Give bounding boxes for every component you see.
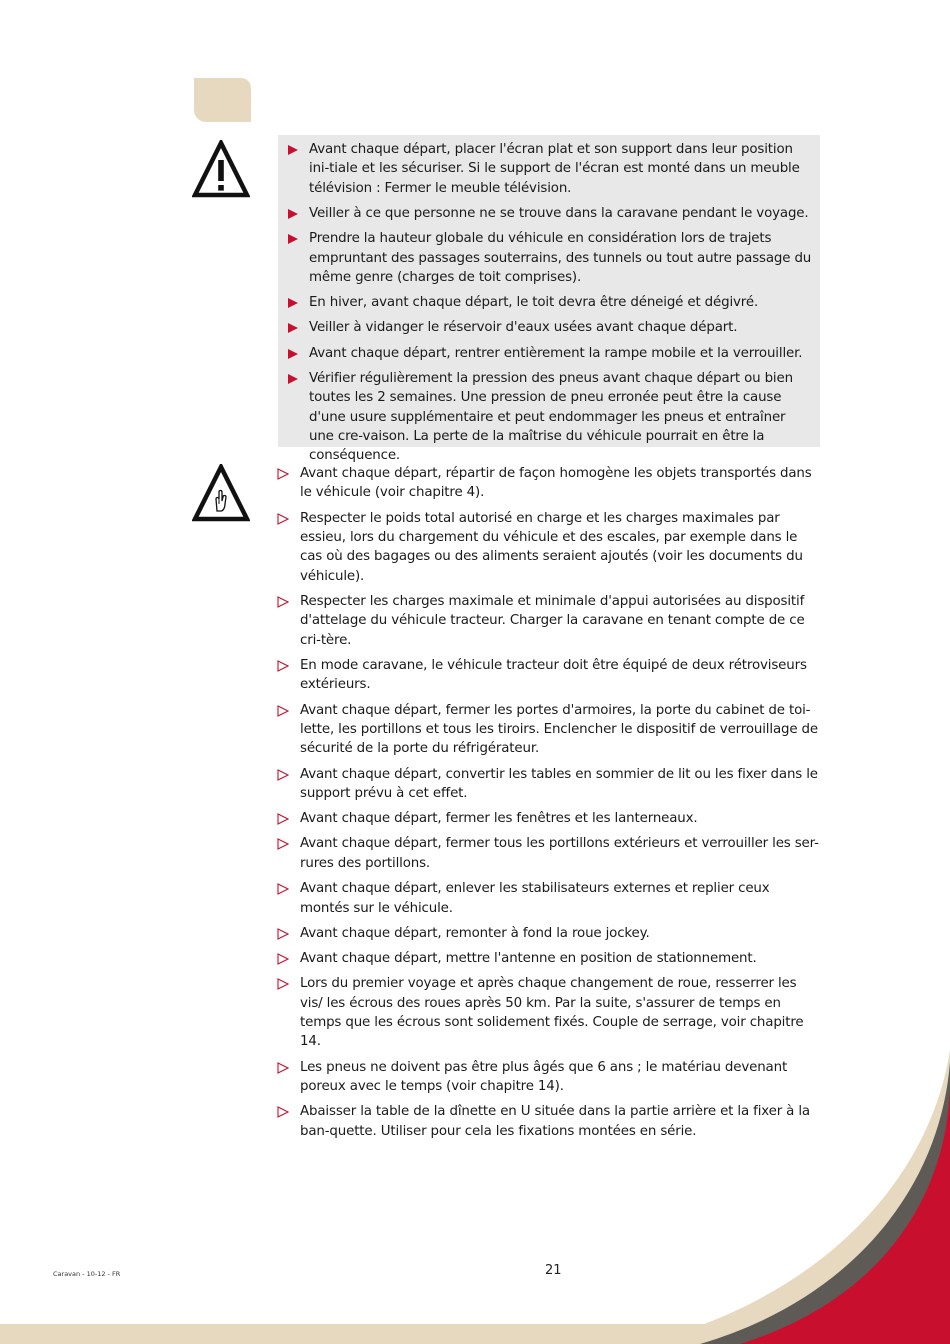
outline-arrow-bullet-icon <box>277 1062 289 1074</box>
outline-arrow-bullet-icon <box>277 468 289 480</box>
list-item <box>277 924 822 943</box>
list-item-text: Prendre la hauteur globale du véhicule en considération lors de trajets empruntant des passages souterrains, des tunnels ou tout autre passage du même genre (charges de toit comprises). <box>309 231 812 286</box>
outline-arrow-bullet-icon <box>277 838 289 850</box>
list-item-text: Avant chaque départ, enlever les stabilisateurs externes et replier ceux montés sur le véhicule. <box>300 881 770 916</box>
list-item <box>277 834 822 873</box>
red-arrow-bullet-icon <box>288 234 298 244</box>
list-item-text: Avant chaque départ, fermer tous les portillons extérieurs et verrouiller les ser-rures des portillons. <box>300 836 819 871</box>
list-item <box>287 229 814 287</box>
list-item <box>277 949 822 968</box>
list-item-text: Avant chaque départ, fermer les fenêtres et les lanterneaux. <box>300 811 698 827</box>
outline-arrow-bullet-icon <box>277 769 289 781</box>
list-item-text: Avant chaque départ, répartir de façon homogène les objets transportés dans le véhicule (voir chapitre 4). <box>300 466 812 501</box>
red-arrow-bullet-icon <box>288 145 298 155</box>
document-code: Caravan - 10-12 - FR <box>53 1270 121 1278</box>
list-item-text: Abaisser la table de la dînette en U située dans la partie arrière et la fixer à la ban-quette. Utiliser pour cela les fixations montées en série. <box>300 1104 810 1139</box>
red-arrow-bullet-icon <box>288 374 298 384</box>
list-item <box>277 592 822 650</box>
list-item-text: Lors du premier voyage et après chaque changement de roue, resserrer les vis/ les écrous des roues après 50 km. Par la suite, s'assurer de temps en temps que les écrous sont solidement fixés. Couple de serrage, voir chapitre 14. <box>300 976 804 1050</box>
list-item-text: En hiver, avant chaque départ, le toit devra être déneigé et dégivré. <box>309 295 759 311</box>
red-arrow-bullet-icon <box>288 349 298 359</box>
list-item-text: Vérifier régulièrement la pression des pneus avant chaque départ ou bien toutes les 2 semaines. Une pression de pneu erronée peut être la cause d'une usure supplémentaire et peut endommager les pneus et entraîner une cre-vaison. La perte de la maîtrise du véhicule pourrait en être la conséquence. <box>309 370 793 464</box>
list-item <box>277 701 822 759</box>
outline-arrow-bullet-icon <box>277 705 289 717</box>
outline-arrow-bullet-icon <box>277 660 289 672</box>
outline-arrow-bullet-icon <box>277 928 289 940</box>
list-item <box>277 656 822 695</box>
outline-arrow-bullet-icon <box>277 883 289 895</box>
list-item-text: Avant chaque départ, remonter à fond la roue jockey. <box>300 925 650 941</box>
list-item <box>277 1058 822 1097</box>
list-item-text: Avant chaque départ, convertir les tables en sommier de lit ou les fixer dans le support prévu à cet effet. <box>300 766 818 802</box>
page-number: 21 <box>545 1263 562 1278</box>
list-item-text: Veiller à ce que personne ne se trouve dans la caravane pendant le voyage. <box>309 206 809 222</box>
warning-triangle-icon <box>192 140 250 198</box>
list-item-text: Avant chaque départ, fermer les portes d'armoires, la porte du cabinet de toi-lette, les portillons et tous les tiroirs. Enclencher le dispositif de verrouillage de sécurité de la porte du réfrigérateur. <box>300 702 818 757</box>
chapter-tab-marker <box>194 78 251 122</box>
list-item-text: Avant chaque départ, mettre l'antenne en position de stationnement. <box>300 950 757 966</box>
list-item <box>277 464 822 503</box>
list-item <box>277 1102 822 1141</box>
red-arrow-bullet-icon <box>288 323 298 333</box>
list-item-text: En mode caravane, le véhicule tracteur doit être équipé de deux rétroviseurs extérieurs. <box>300 658 807 693</box>
list-item <box>287 369 814 466</box>
outline-arrow-bullet-icon <box>277 978 289 990</box>
list-item <box>277 974 822 1052</box>
outline-arrow-bullet-icon <box>277 953 289 965</box>
list-item <box>287 344 814 363</box>
warning-list <box>287 140 814 472</box>
list-item <box>277 879 822 918</box>
list-item-text: Veiller à vidanger le réservoir d'eaux usées avant chaque départ. <box>309 320 738 336</box>
list-item <box>277 809 822 828</box>
note-list <box>277 464 822 1147</box>
outline-arrow-bullet-icon <box>277 813 289 825</box>
list-item-text: Respecter le poids total autorisé en charge et les charges maximales par essieu, lors du chargement du véhicule et des escales, par exemple dans le cas où des bagages ou des aliments seraient ajoutés (voir les documents du véhicule). <box>300 510 803 584</box>
list-item <box>287 293 814 312</box>
outline-arrow-bullet-icon <box>277 596 289 608</box>
list-item <box>287 318 814 337</box>
list-item-text: Les pneus ne doivent pas être plus âgés que 6 ans ; le matériau devenant poreux avec le temps (voir chapitre 14). <box>300 1059 788 1094</box>
list-item <box>287 140 814 198</box>
list-item <box>277 765 822 804</box>
red-arrow-bullet-icon <box>288 298 298 308</box>
red-arrow-bullet-icon <box>288 209 298 219</box>
outline-arrow-bullet-icon <box>277 1106 289 1118</box>
list-item-text: Avant chaque départ, placer l'écran plat et son support dans leur position ini-tiale et les sécuriser. Si le support de l'écran est monté dans un meuble télévision : Fermer le meuble télévision. <box>309 142 800 196</box>
list-item <box>287 204 814 223</box>
hand-note-triangle-icon <box>192 464 250 522</box>
outline-arrow-bullet-icon <box>277 513 289 525</box>
list-item-text: Respecter les charges maximale et minimale d'appui autorisées au dispositif d'attelage du véhicule tracteur. Charger la caravane en tenant compte de ce cri-tère. <box>300 594 805 648</box>
list-item <box>277 509 822 587</box>
list-item-text: Avant chaque départ, rentrer entièrement la rampe mobile et la verrouiller. <box>309 345 803 361</box>
